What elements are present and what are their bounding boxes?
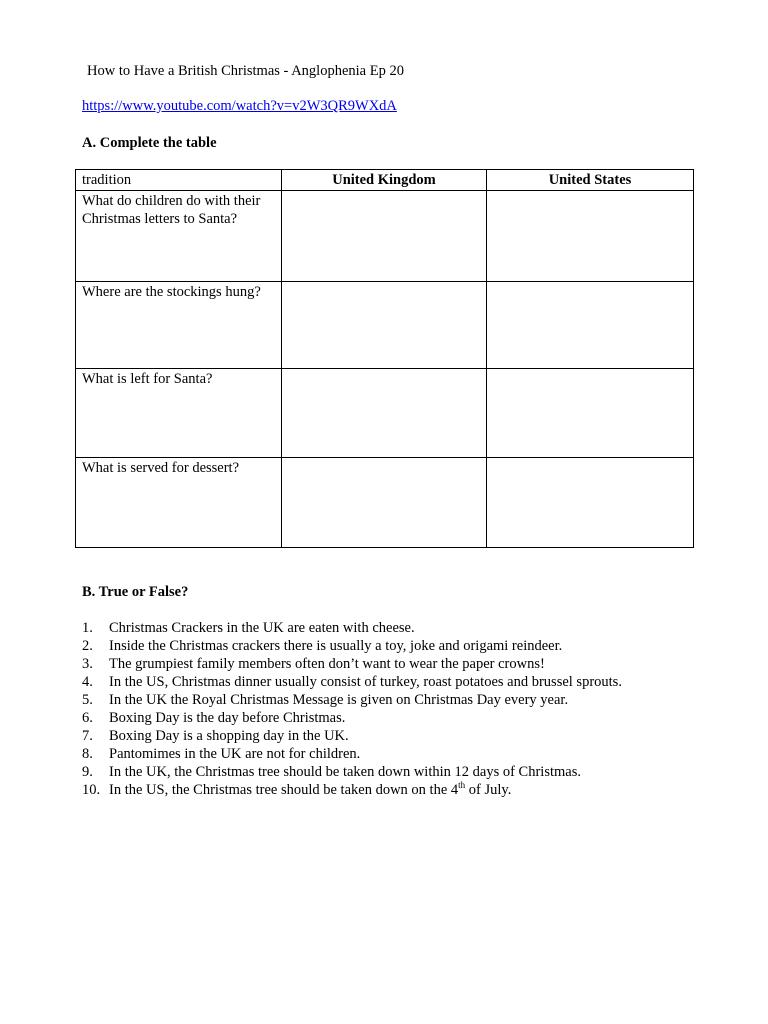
list-item xyxy=(82,691,622,709)
uk-answer-cell[interactable] xyxy=(282,282,487,369)
page-title: How to Have a British Christmas - Anglophenia Ep 20 xyxy=(87,63,404,79)
table-row xyxy=(76,369,694,458)
table-row xyxy=(76,191,694,282)
item-number: 7. xyxy=(82,728,93,744)
list-item xyxy=(82,637,622,655)
item-text: In the US, Christmas dinner usually consist of turkey, roast potatoes and brussel sprouts. xyxy=(109,674,622,690)
list-item xyxy=(82,655,622,673)
item-number: 2. xyxy=(82,638,93,654)
list-item xyxy=(82,763,622,781)
header-tradition: tradition xyxy=(76,170,282,191)
row-question: Where are the stockings hung? xyxy=(76,282,282,369)
video-link[interactable]: https://www.youtube.com/watch?v=v2W3QR9WXdA xyxy=(82,98,397,114)
item-number: 6. xyxy=(82,710,93,726)
section-a-heading: A. Complete the table xyxy=(82,135,217,151)
row-question: What is left for Santa? xyxy=(76,369,282,458)
true-false-list xyxy=(82,619,622,799)
uk-answer-cell[interactable] xyxy=(282,191,487,282)
uk-answer-cell[interactable] xyxy=(282,458,487,548)
item-number: 10. xyxy=(82,782,101,798)
item-text-after: of July. xyxy=(465,782,512,798)
item-text: Boxing Day is a shopping day in the UK. xyxy=(109,728,349,744)
header-united-states: United States xyxy=(487,170,694,191)
item-number: 1. xyxy=(82,620,93,636)
item-text-before: In the US, the Christmas tree should be taken down on the 4 xyxy=(109,782,459,798)
list-item xyxy=(82,781,622,799)
item-text: Christmas Crackers in the UK are eaten with cheese. xyxy=(109,620,415,636)
header-united-kingdom: United Kingdom xyxy=(282,170,487,191)
table-header-row xyxy=(76,170,694,191)
list-item xyxy=(82,727,622,745)
item-text: The grumpiest family members often don’t want to wear the paper crowns! xyxy=(109,656,545,672)
section-b-heading: B. True or False? xyxy=(82,584,189,600)
item-number: 8. xyxy=(82,746,93,762)
item-text: Inside the Christmas crackers there is usually a toy, joke and origami reindeer. xyxy=(109,638,563,654)
us-answer-cell[interactable] xyxy=(487,369,694,458)
ordinal-suffix: th xyxy=(458,780,466,790)
item-text: In the UK the Royal Christmas Message is given on Christmas Day every year. xyxy=(109,692,569,708)
us-answer-cell[interactable] xyxy=(487,191,694,282)
us-answer-cell[interactable] xyxy=(487,282,694,369)
row-question: What is served for dessert? xyxy=(76,458,282,548)
item-number: 5. xyxy=(82,692,93,708)
table-row xyxy=(76,282,694,369)
item-number: 3. xyxy=(82,656,93,672)
item-text: Boxing Day is the day before Christmas. xyxy=(109,710,346,726)
list-item xyxy=(82,709,622,727)
tradition-table xyxy=(75,169,694,548)
list-item xyxy=(82,745,622,763)
uk-answer-cell[interactable] xyxy=(282,369,487,458)
us-answer-cell[interactable] xyxy=(487,458,694,548)
item-number: 4. xyxy=(82,674,93,690)
item-number: 9. xyxy=(82,764,93,780)
row-question: What do children do with their Christmas letters to Santa? xyxy=(76,191,282,282)
item-text: In the UK, the Christmas tree should be taken down within 12 days of Christmas. xyxy=(109,764,581,780)
list-item xyxy=(82,619,622,637)
table-row xyxy=(76,458,694,548)
item-text: Pantomimes in the UK are not for children. xyxy=(109,746,361,762)
list-item xyxy=(82,673,622,691)
